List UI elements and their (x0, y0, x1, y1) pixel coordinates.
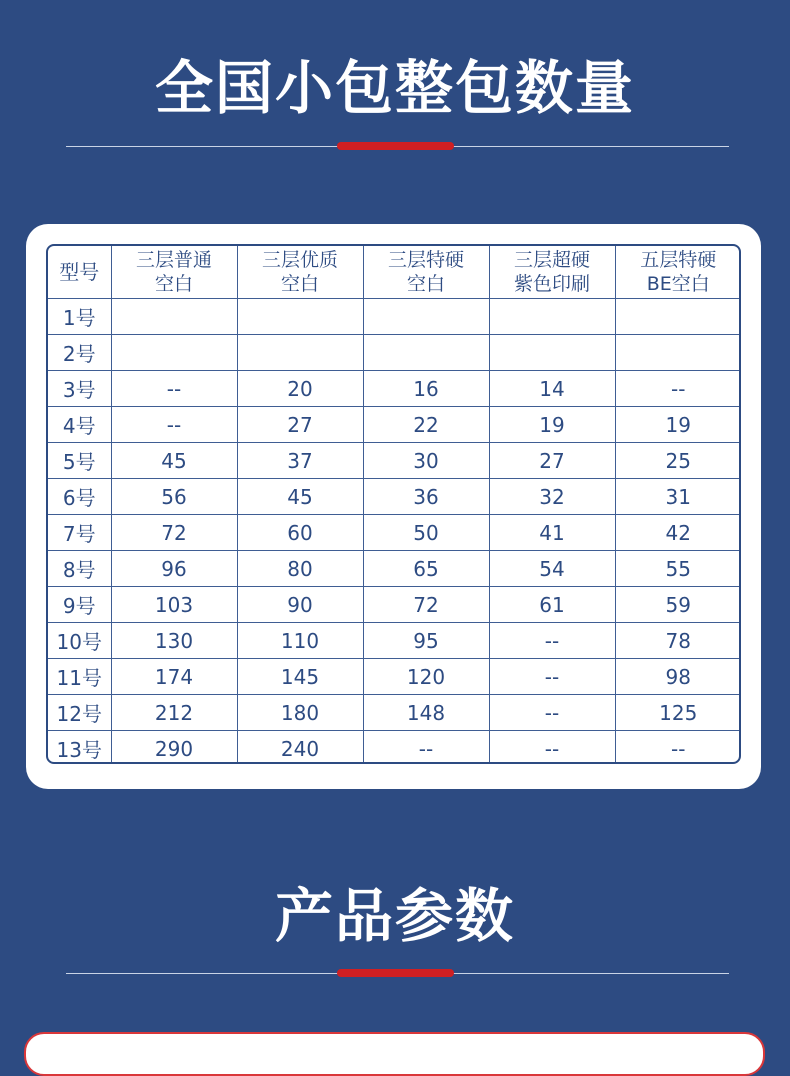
table-cell: 103 (111, 587, 237, 623)
table-cell: 212 (111, 695, 237, 731)
column-header-line-2: 紫色印刷 (513, 273, 590, 295)
column-header (363, 246, 489, 299)
row-label: 8号 (48, 551, 111, 587)
table-cell: 72 (111, 515, 237, 551)
table-cell: 30 (363, 443, 489, 479)
column-header (489, 246, 615, 299)
table-cell: 27 (237, 407, 363, 443)
table-cell (111, 335, 237, 371)
table-cell: 130 (111, 623, 237, 659)
table-cell: 56 (111, 479, 237, 515)
title-divider-accent (337, 142, 454, 150)
table-cell: 32 (489, 479, 615, 515)
table-cell: 42 (615, 515, 741, 551)
table-row (48, 551, 741, 587)
table-row (48, 443, 741, 479)
row-label: 6号 (48, 479, 111, 515)
table-header-row (48, 246, 741, 299)
column-header (615, 246, 741, 299)
table-cell: 37 (237, 443, 363, 479)
table-cell: 25 (615, 443, 741, 479)
row-label: 3号 (48, 371, 111, 407)
row-label: 5号 (48, 443, 111, 479)
table-cell: 78 (615, 623, 741, 659)
table-cell: 148 (363, 695, 489, 731)
table-cell: 16 (363, 371, 489, 407)
column-header-line-1: 三层普通 (135, 249, 212, 271)
table-cell: 125 (615, 695, 741, 731)
table-cell: -- (489, 731, 615, 765)
table-row (48, 299, 741, 335)
table-cell: 96 (111, 551, 237, 587)
table-cell: 50 (363, 515, 489, 551)
table-cell: 65 (363, 551, 489, 587)
table-cell: -- (615, 371, 741, 407)
table-cell: 174 (111, 659, 237, 695)
table-row (48, 623, 741, 659)
column-header-line-1: 五层特硬 (640, 249, 717, 271)
table-cell: 60 (237, 515, 363, 551)
table-cell (615, 299, 741, 335)
row-label: 2号 (48, 335, 111, 371)
table-cell (615, 335, 741, 371)
table-cell (111, 299, 237, 335)
table-cell: -- (363, 731, 489, 765)
column-header-line-2: 空白 (154, 273, 193, 295)
column-header (237, 246, 363, 299)
column-header-line-1: 三层特硬 (387, 249, 464, 271)
table-row (48, 371, 741, 407)
table-cell: 240 (237, 731, 363, 765)
title-divider-accent (337, 969, 454, 977)
column-header-line-2: 空白 (406, 273, 445, 295)
table-row (48, 479, 741, 515)
row-label: 7号 (48, 515, 111, 551)
parameters-card (24, 1032, 765, 1076)
row-label: 12号 (48, 695, 111, 731)
table-cell: -- (671, 736, 686, 761)
row-label: 11号 (48, 659, 111, 695)
column-header-line-2: BE空白 (646, 273, 710, 295)
table-cell: 90 (237, 587, 363, 623)
table-row (48, 695, 741, 731)
section-title-quantity: 全国小包整包数量 (154, 54, 635, 122)
table-row (48, 659, 741, 695)
row-label: 9号 (48, 587, 111, 623)
column-header-line-2: 空白 (280, 273, 319, 295)
table-cell: 80 (237, 551, 363, 587)
table-cell (489, 335, 615, 371)
section-title-parameters: 产品参数 (274, 882, 515, 950)
table-cell (489, 299, 615, 335)
table-cell: 180 (237, 695, 363, 731)
table-cell: 54 (489, 551, 615, 587)
table-cell: -- (489, 623, 615, 659)
table-row (48, 515, 741, 551)
table-cell (237, 299, 363, 335)
column-header-line-1: 三层优质 (261, 249, 338, 271)
table-cell: 19 (615, 407, 741, 443)
quantity-table-frame (46, 244, 741, 764)
table-cell (363, 299, 489, 335)
table-cell: 19 (489, 407, 615, 443)
table-cell (363, 335, 489, 371)
table-cell: -- (111, 371, 237, 407)
table-cell: 290 (111, 731, 237, 765)
table-cell: 120 (363, 659, 489, 695)
table-cell: 36 (363, 479, 489, 515)
table-cell: 98 (615, 659, 741, 695)
table-cell: 61 (489, 587, 615, 623)
row-label: 4号 (48, 407, 111, 443)
table-cell: 110 (237, 623, 363, 659)
table-cell: 14 (489, 371, 615, 407)
table-cell: 27 (489, 443, 615, 479)
table-row (48, 335, 741, 371)
quantity-table-card (26, 224, 761, 789)
table-cell: 45 (111, 443, 237, 479)
table-row (48, 587, 741, 623)
table-cell: 72 (363, 587, 489, 623)
table-cell: 95 (363, 623, 489, 659)
table-cell: 55 (615, 551, 741, 587)
table-row (48, 407, 741, 443)
table-cell: 22 (363, 407, 489, 443)
table-cell: -- (111, 407, 237, 443)
column-header (111, 246, 237, 299)
table-cell: -- (489, 695, 615, 731)
row-label: 1号 (48, 299, 111, 335)
table-cell: 145 (237, 659, 363, 695)
column-header-line-1: 三层超硬 (513, 249, 590, 271)
table-cell: 45 (237, 479, 363, 515)
table-cell: 41 (489, 515, 615, 551)
quantity-table (48, 246, 741, 764)
corner-header: 型号 (48, 246, 111, 299)
row-label: 10号 (48, 623, 111, 659)
table-row (48, 731, 741, 765)
row-label: 13号 (48, 731, 111, 765)
table-cell: 59 (615, 587, 741, 623)
table-cell: 20 (237, 371, 363, 407)
table-cell: -- (489, 659, 615, 695)
table-cell (237, 335, 363, 371)
table-cell: 31 (615, 479, 741, 515)
